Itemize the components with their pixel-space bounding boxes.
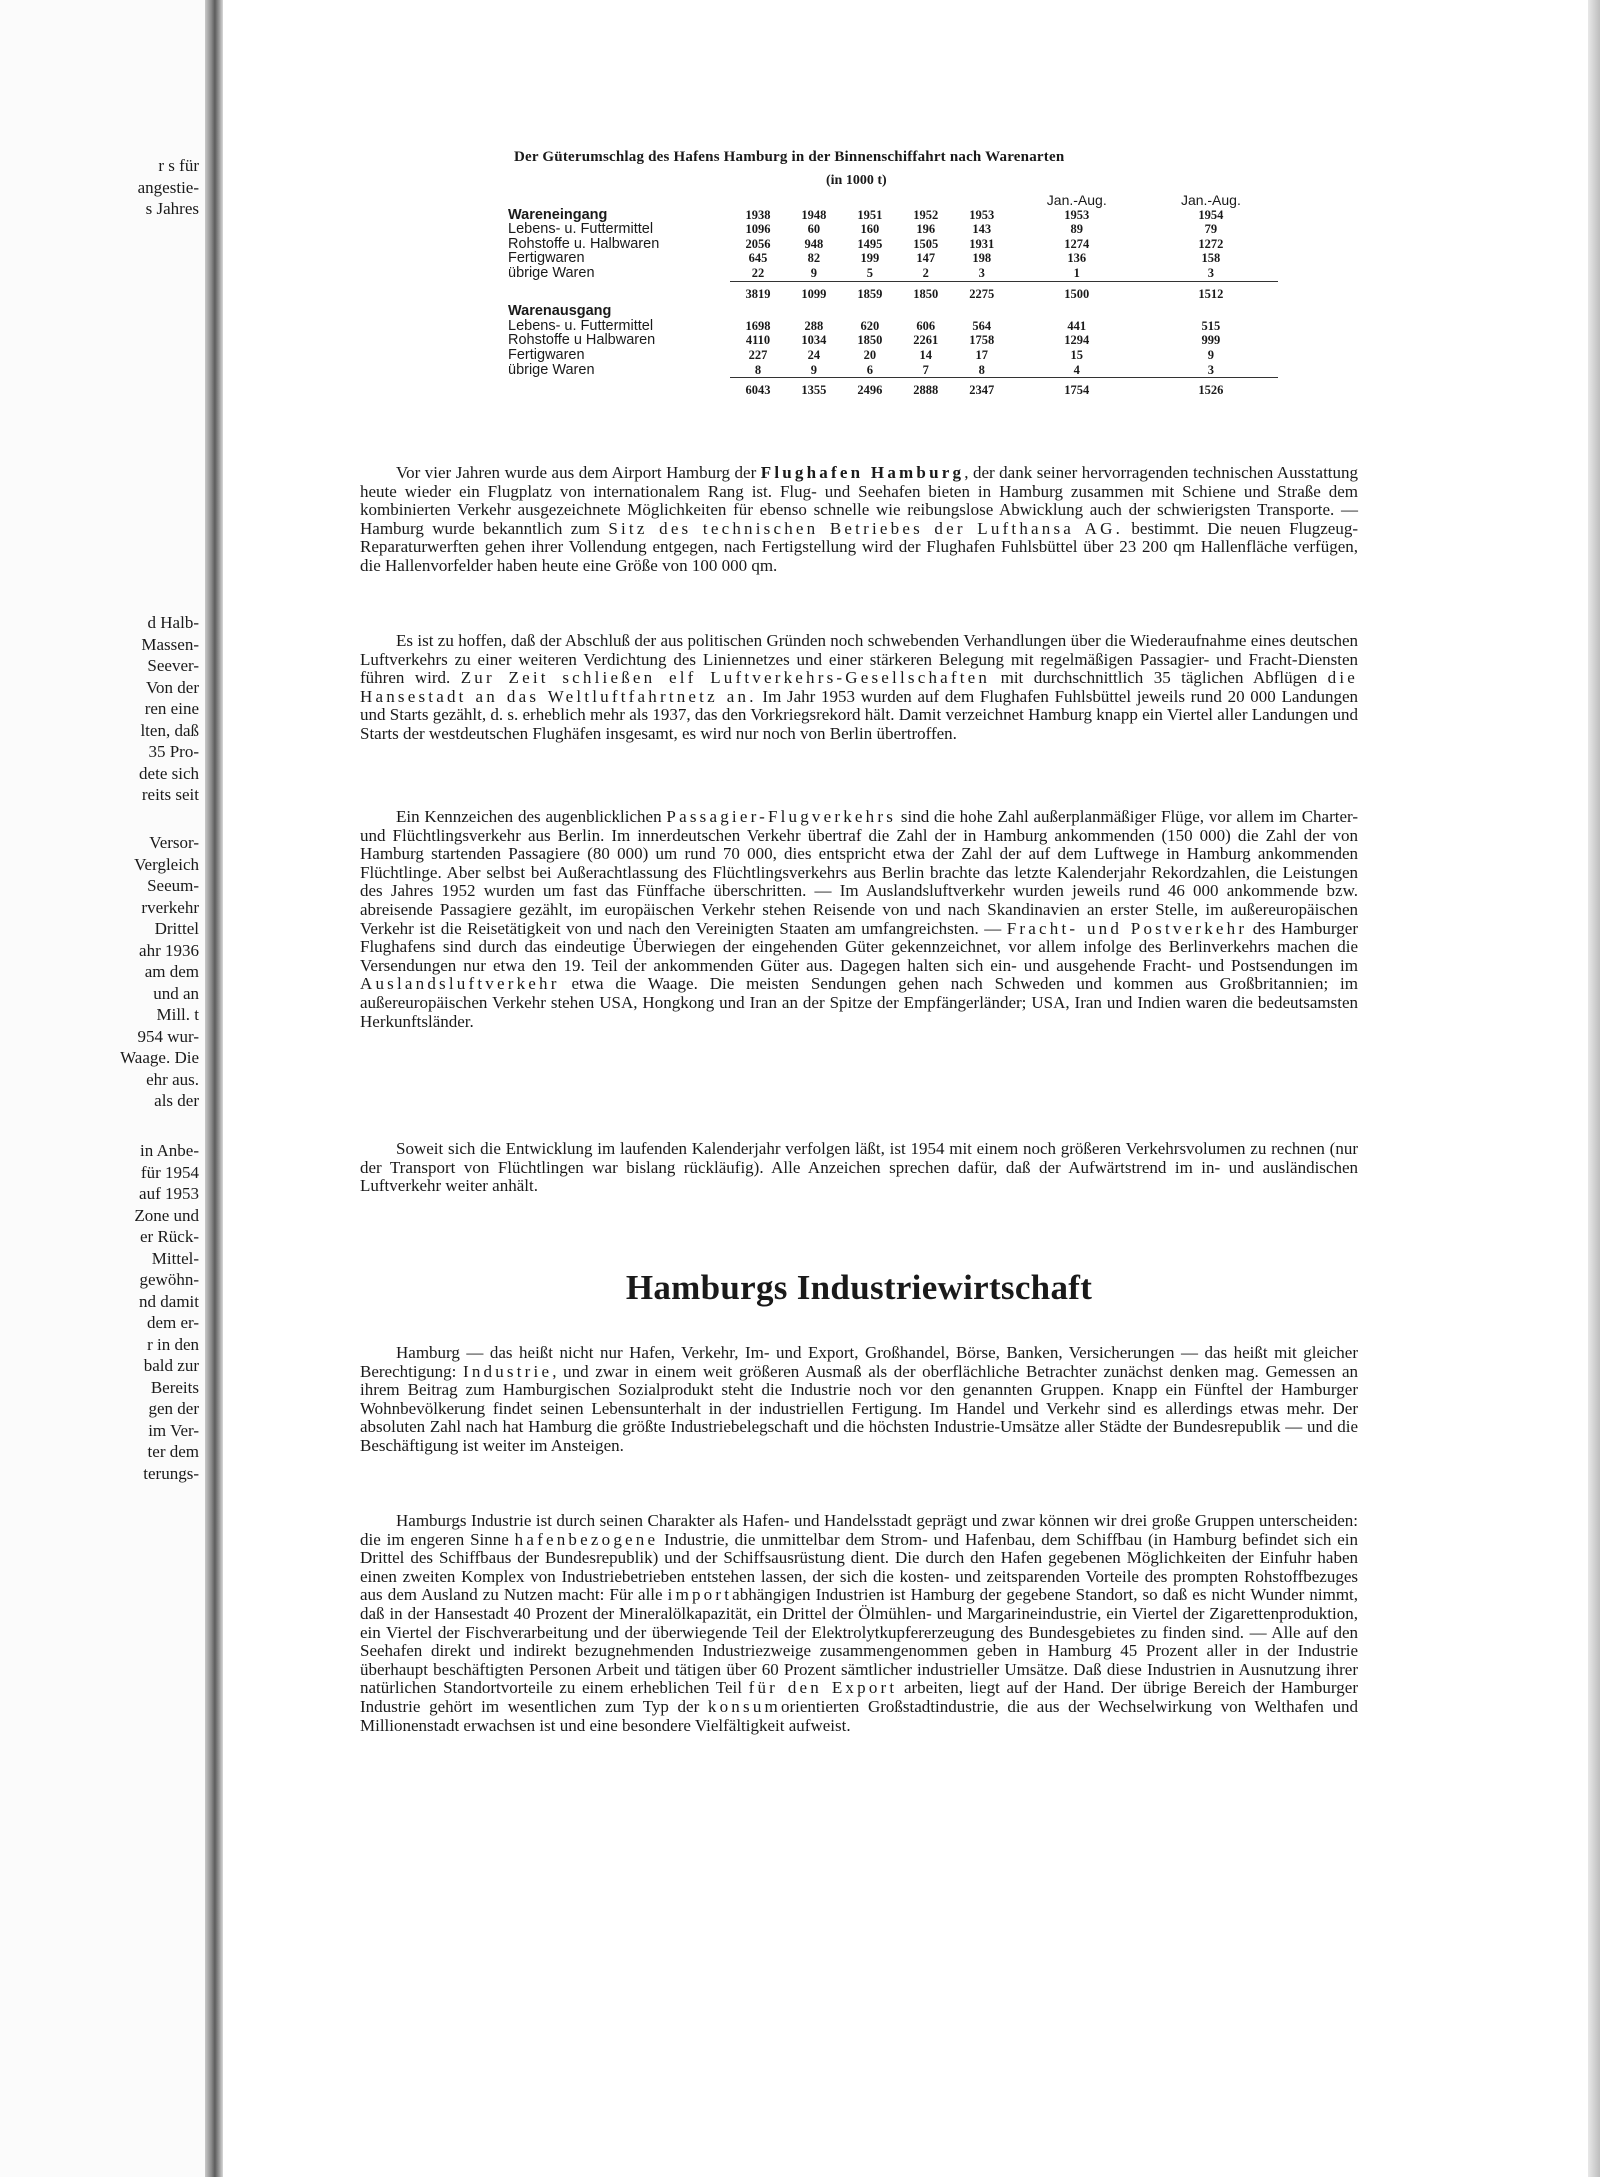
table-cell: 8: [754, 362, 762, 377]
row-label: Lebens- u. Futtermittel: [508, 317, 654, 334]
table-cell: 17: [975, 347, 988, 362]
table-cell: 2: [922, 265, 929, 280]
emphasis-industrie: Industrie: [462, 1361, 553, 1381]
emphasis-import: import: [667, 1585, 733, 1605]
emphasis-fracht-postverkehr: Fracht- und Postverkehr: [1006, 918, 1248, 938]
table-cell: 2261: [913, 333, 939, 348]
paragraph-industry-groups: Hamburgs Industrie ist durch seinen Charakter als Hafen- und Handelsstadt geprägt und zwar können wir drei große Gruppen unterscheiden: die im engeren Sinne hafenbezogene Industrie, die unmittelbar dem Strom- und Hafenbau, dem Schiffbau (in Hamburg befindet sich ein Drittel des Schiffbaus der Bundesrepublik) und der Schiffsausrüstung dient. Die durch den Hafen gegebenen Möglichkeiten der Einfuhr haben einen zweiten Komplex von Industriebetrieben entstehen lassen, der sich die kosten- und zeitsparenden Vorteile des prompten Rohstoffbezuges aus dem Ausland zu Nutzen macht: Für alle importabhängigen Industrien ist Hamburg der gegebene Standort, so daß es nicht Wunder nimmt, daß in der Hansestadt 40 Prozent der Mineralölkapazität, ein Drittel der Ölmühlen- und Margarineindustrie, ein Viertel der Zigarettenproduktion, ein Viertel der Fischverarbeitung und der überwiegende Teil der Elektrolytkupfererzeugung des Bundesgebietes zu finden sind. — Alle auf den Seehafen direkt und indirekt bezugnehmenden Industriezweige zusammengenommen geben in Hamburg 45 Prozent aller in der Industrie überhaupt beschäftigten Personen Arbeit und tätigen über 60 Prozent sämtlicher industrieller Umsätze. Daß diese Industrien in Ausnutzung ihrer natürlichen Standortvorteile zu einem erheblichen Teil für den Export arbeiten, liegt auf der Hand. Der übrige Bereich der Hamburger Industrie gehört im wesentlichen zum Typ der konsumorientierten Großstadtindustrie, die aus der Wechselwirkung von Welthafen und Millionenstadt erwachsen ist und eine besondere Vielfältigkeit aufweist.: [360, 1511, 1359, 1735]
paragraph-industry-intro: Hamburg — das heißt nicht nur Hafen, Verkehr, Im- und Export, Großhandel, Börse, Banken, Versicherungen — das heißt mit gleicher Berechtigung: Industrie, und zwar in einem weit größeren Ausmaß als der oberflächliche Betrachter zunächst denken mag. Gemessen an ihrem Beitrag zum Hamburgischen Sozialprodukt steht die Industrie noch vor den genannten Gruppen. Knapp ein Fünftel der Hamburger Wohnbevölkerung findet seinen Lebensunterhalt in der industriellen Fertigung. Im Handel und Verkehr sind es allerdings etwas mehr. Der absoluten Zahl nach hat Hamburg die größte Industriebelegschaft und die höchsten Industrie-Umsätze aller Städte der Bundesrepublik — und die Beschäftigung ist weiter im Ansteigen.: [360, 1343, 1359, 1455]
table-cell: 1099: [786, 281, 842, 304]
left-page-line: und an: [153, 983, 199, 1003]
table-cell: 1355: [786, 378, 842, 401]
paragraph-outlook: Soweit sich die Entwicklung im laufenden Kalenderjahr verfolgen läßt, ist 1954 mit einem noch größeren Verkehrsvolumen zu rechnen (nur der Transport von Flüchtlingen war bislang rückläufig). Alle Anzeichen sprechen dafür, daß der Aufwärtstrend im in- und ausländischen Luftverkehr weiter anhält.: [360, 1139, 1358, 1196]
left-page-line: Mittel-: [151, 1248, 199, 1268]
table-cell: 6043: [730, 378, 786, 401]
left-page-line: Zone und: [134, 1205, 199, 1225]
left-page-line: Von der: [145, 677, 199, 697]
left-page-line: in Anbe-: [139, 1141, 199, 1160]
left-page-line: Drittel: [154, 919, 199, 938]
table-cell: 288: [804, 318, 824, 333]
page-edge: [1588, 0, 1600, 2177]
left-page-line: im Ver-: [148, 1420, 199, 1440]
table-cell: [786, 193, 842, 208]
left-page-line: 35 Pro-: [148, 742, 199, 761]
emphasis-passagier-flugverkehr: Passagier-Flugverkehrs: [666, 807, 897, 826]
left-page-line: 954 wur-: [137, 1026, 199, 1046]
table-cell: [954, 193, 1010, 208]
table-cell: 14: [919, 347, 933, 362]
row-label: Fertigwaren: [508, 250, 585, 267]
table-cell: 1294: [1064, 333, 1090, 348]
total-row: [508, 281, 1278, 304]
page-gutter: [205, 0, 223, 2177]
table-cell: 3: [1207, 265, 1215, 280]
table-cell: 1951: [857, 207, 883, 222]
table-cell: 1505: [913, 236, 939, 251]
table-row: [508, 319, 1278, 334]
table-cell: 1274: [1064, 236, 1090, 251]
emphasis-flughafen-hamburg: Flughafen Hamburg: [760, 463, 965, 482]
left-page-line: bald zur: [143, 1356, 199, 1375]
left-page-line: Waage. Die: [120, 1048, 199, 1067]
table-row: [508, 266, 1278, 281]
emphasis-hafenbezogene: hafenbezogene: [514, 1529, 659, 1549]
table-cell: 1850: [898, 281, 954, 304]
emphasis-sitz-betrieb: Sitz des technischen Betriebes der Lufthansa AG.: [608, 518, 1124, 538]
total-row: [508, 378, 1278, 401]
row-label: Rohstoffe u Halbwaren: [508, 332, 656, 349]
row-label: Rohstoffe u. Halbwaren: [508, 235, 660, 252]
table-cell: [842, 193, 898, 208]
table-row: [508, 348, 1278, 363]
table-cell: 1954: [1198, 207, 1224, 222]
emphasis-fuer-den-export: für den Export: [748, 1678, 898, 1698]
row-label: Fertigwaren: [508, 346, 585, 363]
left-page-line: ter dem: [147, 1442, 199, 1461]
left-page-line: gewöhn-: [139, 1270, 199, 1289]
table-cell: 1859: [842, 281, 898, 304]
table-cell: 999: [1201, 333, 1221, 348]
table-cell: [1010, 304, 1144, 319]
table-cell: 1096: [745, 222, 771, 237]
left-page-line: rverkehr: [141, 897, 199, 917]
table-cell: 2888: [898, 378, 954, 401]
table-cell: 1953: [969, 207, 995, 222]
table-cell: 1952: [913, 207, 939, 222]
section-row: [508, 304, 1278, 319]
table-cell: 9: [810, 265, 818, 280]
table-cell: 2275: [954, 281, 1010, 304]
emphasis-konsum: konsum: [707, 1696, 781, 1716]
row-label: [508, 193, 730, 208]
emphasis-gesellschaften: Zur Zeit schließen elf Luftverkehrs-Gesellschaften: [460, 668, 991, 688]
left-page-line: ren eine: [144, 699, 199, 718]
table-cell: 441: [1067, 318, 1087, 333]
table-cell: [1144, 304, 1278, 319]
row-label: [508, 378, 730, 401]
table-cell: 645: [748, 251, 768, 266]
left-page-line: Seever-: [147, 656, 199, 675]
table-cell: 1512: [1144, 281, 1278, 304]
table-cell: 1272: [1198, 236, 1224, 251]
table-cell: 1495: [857, 236, 883, 251]
table-cell: 147: [916, 251, 936, 266]
left-page-line: lten, daß: [140, 720, 199, 740]
table-cell: 136: [1067, 251, 1087, 266]
table-cell: 199: [860, 251, 880, 266]
table-cell: 1034: [801, 333, 827, 348]
left-page-fragment: [0, 0, 205, 2177]
table-cell: 1758: [969, 333, 995, 348]
year-header-row: [508, 208, 1278, 223]
left-page-line: reits seit: [141, 785, 199, 804]
left-page-line: als der: [154, 1091, 199, 1110]
table-cell: 1500: [1010, 281, 1144, 304]
table-row: [508, 251, 1278, 266]
table-cell: [842, 304, 898, 319]
table-cell: 1931: [969, 236, 995, 251]
table-cell: 5: [866, 265, 873, 280]
paragraph-air-traffic: Es ist zu hoffen, daß der Abschluß der aus politischen Gründen noch schwebenden Verhandlungen über die Wiederaufnahme eines deutschen Luftverkehrs zu einer weiteren Verdichtung des Liniennetzes und einer stärkeren Belegung mit regelmäßigen Passagier- und Fracht-Diensten führen wird. Zur Zeit schließen elf Luftverkehrs-Gesellschaften mit durchschnittlich 35 täglichen Abflügen die Hansestadt an das Weltluftfahrtnetz an. Im Jahr 1953 wurden auf dem Flughafen Fuhlsbüttel jeweils rund 20 000 Landungen und Starts gezählt, d. s. erheblich mehr als 1937, das den Vorkriegsrekord hält. Damit verzeichnet Hamburg knapp ein Viertel aller Landungen und Starts der westdeutschen Flughäfen insgesamt, es wird nur noch von Berlin übertroffen.: [360, 631, 1359, 743]
left-page-line: r s für: [158, 156, 199, 175]
table-cell: 1698: [745, 318, 771, 333]
table-row: [508, 363, 1278, 378]
table-cell: 60: [807, 222, 821, 237]
table-cell: 82: [807, 251, 821, 266]
row-label: Wareneingang: [508, 206, 608, 223]
table-cell: [898, 193, 954, 208]
left-page-line: auf 1953: [139, 1184, 199, 1203]
row-label: [508, 281, 730, 304]
left-page-line: ahr 1936: [139, 940, 199, 960]
table-cell: 1850: [857, 333, 883, 348]
row-label: übrige Waren: [508, 265, 595, 282]
emphasis-auslandsluftverkehr: Auslandsluftverkehr: [360, 974, 560, 994]
left-page-line: d Halb-: [147, 613, 199, 632]
table-row: [508, 333, 1278, 348]
left-page-line: für 1954: [140, 1162, 199, 1182]
section-heading: Hamburgs Industriewirtschaft: [625, 1268, 1093, 1307]
row-label: Lebens- u. Futtermittel: [508, 221, 654, 238]
table-cell: 20: [863, 347, 877, 362]
table-cell: 1953: [1064, 207, 1090, 222]
left-page-line: terungs-: [143, 1463, 199, 1483]
left-page-line: Seeum-: [147, 876, 199, 895]
table-cell: [786, 304, 842, 319]
table-cell: 8: [978, 362, 985, 377]
left-page-line: ehr aus.: [146, 1069, 199, 1089]
left-page-line: am dem: [144, 962, 199, 981]
table-cell: 2347: [954, 378, 1010, 401]
table-cell: Jan.-Aug.: [1180, 192, 1241, 208]
table-row: [508, 237, 1278, 252]
table-cell: 515: [1201, 318, 1221, 333]
period-header-row: [508, 193, 1278, 208]
table-cell: 89: [1070, 222, 1083, 237]
table-cell: 9: [810, 362, 818, 377]
goods-table: [508, 193, 1278, 401]
paragraph-passenger-traffic: Ein Kennzeichen des augenblicklichen Passagier-Flugverkehrs sind die hohe Zahl außerplanmäßiger Flüge, vor allem im Charter- und Flüchtlingsverkehr aus Berlin. Im innerdeutschen Verkehr übertraf die Zahl der in Hamburg ankommenden (150 000) die Zahl der von Hamburg startenden Passagiere (80 000) um rund 70 000, dies entspricht etwa der Zahl der auf dem Luftwege in Hamburg ankommenden Flüchtlinge. Aber selbst bei Außerachtlassung des Flüchtlingsverkehrs aus Berlin brachte das letzte Kalenderjahr Rekordzahlen, die Leistungen des Jahres 1952 wurden um fast das Fünffache überschritten. — Im Auslandsluftverkehr wurden jeweils rund 46 000 ankommende bzw. abreisende Passagiere gezählt, im europäischen Verkehr stehen Reisende von und nach Skandinavien an erster Stelle, im außereuropäischen Verkehr ist die Reisetätigkeit von und nach den Vereinigten Staaten am umfangreichsten. — Fracht- und Postverkehr des Hamburger Flughafens sind durch das eindeutige Überwiegen der eingehenden Güter gekennzeichnet, vor allem infolge des Berlinverkehrs machen die Versendungen nur etwa den 19. Teil der ankommenden Güter aus. Dagegen halten sich ein- und ausgehende Fracht- und Postsendungen im Auslandsluftverkehr etwa die Waage. Die meisten Sendungen gehen nach Schweden und kommen aus Großbritannien; im außereuropäischen Verkehr stehen USA, Hongkong und Iran an der Spitze der Empfängerländer; USA, Iran und Indien waren die bedeutsamsten Herkunftsländer.: [360, 807, 1359, 1031]
table-cell: 196: [916, 222, 936, 237]
left-page-line: angestie-: [137, 177, 199, 197]
table-cell: 2496: [842, 378, 898, 401]
table-cell: [730, 304, 786, 319]
table-cell: 15: [1070, 347, 1083, 362]
table-cell: 1938: [745, 207, 771, 222]
table-cell: [898, 304, 954, 319]
table-cell: 948: [804, 236, 824, 251]
table-cell: 24: [807, 347, 821, 362]
table-cell: 79: [1204, 222, 1218, 237]
table-cell: 9: [1207, 347, 1215, 362]
left-page-line: nd damit: [139, 1291, 199, 1311]
table-cell: 227: [748, 347, 768, 362]
table-cell: 22: [751, 265, 765, 280]
table-cell: 564: [972, 318, 992, 333]
row-label: übrige Waren: [508, 361, 595, 378]
left-page-line: r in den: [147, 1334, 199, 1354]
left-page-line: Mill. t: [156, 1005, 199, 1024]
table-cell: 4110: [745, 333, 771, 348]
table-cell: 1526: [1144, 378, 1278, 401]
table-cell: 1: [1073, 265, 1080, 280]
table-cell: 1948: [801, 207, 827, 222]
left-page-line: dete sich: [139, 763, 199, 783]
table-unit: (in 1000 t): [826, 173, 887, 188]
left-page-line: Bereits: [150, 1377, 199, 1397]
table-cell: 143: [972, 222, 992, 237]
table-cell: 606: [916, 318, 936, 333]
table-cell: 160: [860, 222, 880, 237]
table-cell: 3: [1207, 362, 1215, 377]
table-cell: 198: [972, 251, 992, 266]
row-label: Warenausgang: [508, 303, 612, 320]
table-cell: 2056: [745, 236, 771, 251]
paragraph-airport: Vor vier Jahren wurde aus dem Airport Hamburg der Flughafen Hamburg, der dank seiner hervorragenden technischen Ausstattung heute wieder ein Flugplatz von internationalem Rang ist. Flug- und Seehafen bieten in Hamburg zusammen mit Schiene und Straße dem kombinierten Verkehr ausgezeichnete Möglichkeiten für ebenso schnelle wie reibungslose Abwicklung auch der schwierigsten Transporte. — Hamburg wurde bekanntlich zum Sitz des technischen Betriebes der Lufthansa AG. bestimmt. Die neuen Flugzeug-Reparaturwerften gehen ihrer Vollendung entgegen, nach Fertigstellung wird der Flughafen Fuhlsbüttel über 23 200 qm Hallenfläche verfügen, die Hallenvorfelder haben heute eine Größe von 100 000 qm.: [360, 463, 1359, 575]
table-cell: 7: [922, 362, 929, 377]
table-cell: [730, 193, 786, 208]
table-cell: 6: [866, 362, 873, 377]
table-cell: Jan.-Aug.: [1046, 192, 1107, 208]
table-title: Der Güterumschlag des Hafens Hamburg in der Binnenschiffahrt nach Warenarten: [514, 149, 1065, 165]
left-page-line: er Rück-: [139, 1227, 199, 1246]
table-cell: 1754: [1010, 378, 1144, 401]
table-cell: 3819: [730, 281, 786, 304]
table-cell: [954, 304, 1010, 319]
table-cell: 4: [1073, 362, 1080, 377]
left-page-line: Versor-: [149, 833, 199, 852]
left-page-line: s Jahres: [145, 199, 199, 218]
left-page-line: Vergleich: [134, 854, 199, 874]
table-row: [508, 222, 1278, 237]
left-page-line: dem er-: [146, 1313, 199, 1332]
table-cell: 620: [860, 318, 880, 333]
left-page-line: Massen-: [141, 634, 199, 654]
emphasis-weltluftfahrtnetz: die Hansestadt an das Weltluftfahrtnetz an.: [360, 668, 1359, 706]
table-cell: 3: [978, 265, 985, 280]
left-page-line: gen der: [148, 1399, 199, 1418]
table-cell: 158: [1201, 251, 1221, 266]
